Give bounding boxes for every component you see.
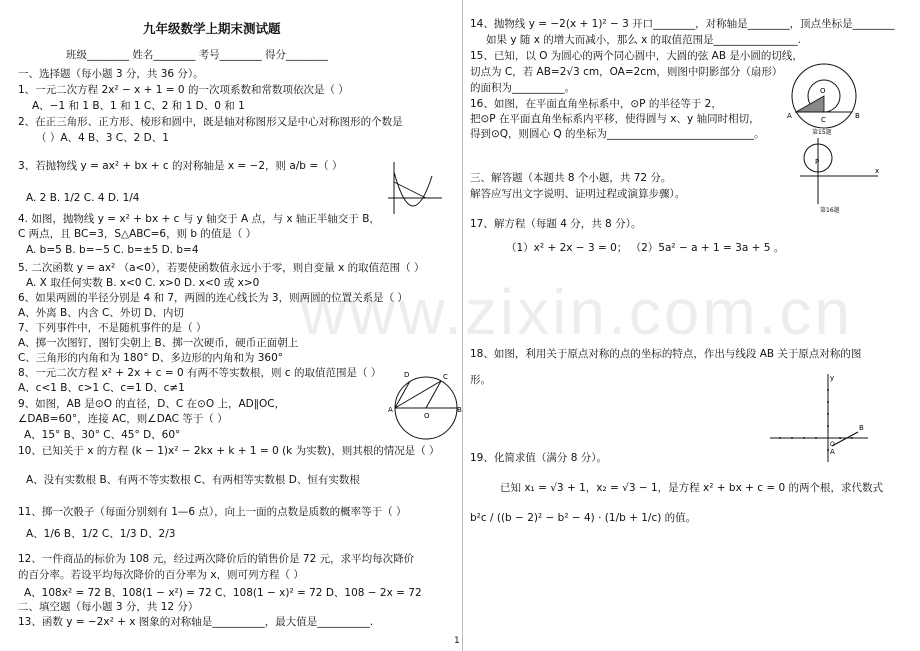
q7-options-ab: A、掷一次图钉，图钉尖朝上 B、掷一次硬币，硬币正面朝上 [18, 337, 299, 349]
q16-label-x: x [875, 167, 880, 175]
section-3-heading-line2: 解答应写出文字说明、证明过程或演算步骤）。 [470, 188, 686, 200]
q10-options: A、没有实数根 B、有两不等实数根 C、有两相等实数根 D、恒有实数根 [26, 474, 360, 486]
q16-text-line2: 把⊙P 在平面直角坐标系内平移，使得圆与 x、y 轴同时相切， [470, 113, 760, 125]
q10-text: 10、已知关于 x 的方程 (k − 1)x² − 2kx + k + 1 = 0 (k 为实数)，则其根的情况是（ ） [18, 445, 440, 457]
q12-options: A、108x² = 72 B、108(1 − x²) = 72 C、108(1 − x)² = 72 D、108 − 2x = 72 [24, 587, 422, 599]
q18-grid-figure [770, 372, 870, 464]
q9-label-o: O [424, 412, 430, 420]
q19-text: 19、化简求值（满分 8 分）。 [470, 452, 607, 464]
q7-text: 7、下列事件中，不是随机事件的是（ ） [18, 322, 207, 334]
q4-options: A. b=5 B. b=−5 C. b=±5 D. b=4 [26, 244, 199, 256]
q19-expression: b²c / ((b − 2)² − b² − 4) · (1/b + 1/c) 的值。 [470, 512, 697, 524]
q8-text: 8、一元二次方程 x² + 2x + c = 0 有两不等实数根，则 c 的取值范围是（ ） [18, 367, 382, 379]
q9-text-line1: 9、如图，AB 是⊙O 的直径，D、C 在⊙O 上，AD∥OC， [18, 398, 286, 410]
q18-label-a: A [830, 448, 835, 456]
q15-label-c: C [821, 116, 826, 124]
q9-text-line2: ∠DAB=60°，连接 AC，则∠DAC 等于（ ） [18, 413, 228, 425]
q16-text-line1: 16、如图，在平面直角坐标系中，⊙P 的半径等于 2， [470, 98, 722, 110]
q2-text: 2、在正三角形、正方形、棱形和圆中，既是轴对称图形又是中心对称图形的个数是 [18, 116, 403, 128]
q15-text-line2: 切点为 C，若 AB=2√3 cm，OA=2cm，则图中阴影部分（扇形） [470, 66, 783, 78]
q15-label-o: O [820, 87, 826, 95]
q4-text-line1: 4. 如图，抛物线 y = x² + bx + c 与 y 轴交于 A 点，与 x 轴正半轴交于 B， [18, 213, 380, 225]
q18-label-o: O [830, 441, 835, 448]
student-info-line: 班级________ 姓名________ 考号________ 得分________ [66, 49, 329, 61]
q17-text: 17、解方程（每题 4 分，共 8 分）。 [470, 218, 642, 230]
q6-text: 6、如果两圆的半径分别是 4 和 7，两圆的连心线长为 3，则两圆的位置关系是（ ） [18, 292, 408, 304]
q15-label-a: A [787, 112, 792, 120]
q9-options: A、15° B、30° C、45° D、60° [24, 429, 181, 441]
q12-text-line1: 12、一件商品的标价为 108 元，经过两次降价后的销售价是 72 元，求平均每次降价 [18, 553, 415, 565]
q9-circle-figure [388, 368, 462, 444]
q18-label-b: B [859, 424, 864, 432]
q9-label-a: A [388, 406, 393, 414]
section-1-heading: 一、选择题（每小题 3 分，共 36 分）。 [18, 68, 204, 80]
q4-parabola-figure [386, 158, 444, 216]
q15-label-b: B [855, 112, 860, 120]
page-number: 1 [454, 636, 460, 646]
q18-text-line1: 18、如图，利用关于原点对称的点的坐标的特点，作出与线段 AB 关于原点对称的图 [470, 348, 862, 360]
q13-text: 13、函数 y = −2x² + x 图象的对称轴是__________，最大值是__________. [18, 616, 374, 628]
q18-text-line2: 形。 [470, 374, 491, 386]
section-2-heading: 二、填空题（每小题 3 分，共 12 分） [18, 601, 199, 613]
q16-label-p: P [815, 158, 820, 166]
q19-given: 已知 x₁ = √3 + 1，x₂ = √3 − 1，是方程 x² + bx + c = 0 的两个根，求代数式 [500, 482, 884, 494]
q18-label-y: y [830, 374, 835, 382]
q7-options-cd: C、三角形的内角和为 180° D、多边形的内角和为 360° [18, 352, 284, 364]
q14-text-line2: 如果 y 随 x 的增大而减小，那么 x 的取值范围是________________. [486, 34, 802, 46]
q2-options: （ ）A、4 B、3 C、2 D、1 [36, 132, 169, 144]
q14-text-line1: 14、抛物线 y = −2(x + 1)² − 3 开口________，对称轴是________，顶点坐标是________ [470, 18, 895, 30]
q4-text-line2: C 两点，且 BC=3，S△ABC=6，则 b 的值是（ ） [18, 228, 257, 240]
q15-caption: 第15题 [812, 129, 832, 136]
q1-text: 1、一元二次方程 2x² − x + 1 = 0 的一次项系数和常数项依次是（ ） [18, 84, 349, 96]
q17-equations: （1）x² + 2x − 3 = 0； （2）5a² − a + 1 = 3a + 5 。 [506, 242, 785, 254]
q5-options: A. X 取任何实数 B. x<0 C. x>0 D. x<0 或 x>0 [26, 277, 260, 289]
q15-concentric-circles-figure [784, 62, 864, 138]
q3-options: A. 2 B. 1/2 C. 4 D. 1/4 [26, 192, 140, 204]
watermark-text: www.zixin.com.cn [300, 276, 853, 348]
q9-label-b: B [457, 406, 462, 414]
section-3-heading-line1: 三、解答题（本题共 8 个小题，共 72 分。 [470, 172, 672, 184]
q3-text: 3、若抛物线 y = ax² + bx + c 的对称轴是 x = −2，则 a/b =（ ） [18, 160, 343, 172]
q15-text-line3: 的面积为__________。 [470, 82, 575, 94]
q16-coordinate-figure [796, 136, 882, 216]
q9-label-c: C [443, 373, 448, 381]
q12-text-line2: 的百分率。若设平均每次降价的百分率为 x，则可列方程（ ） [18, 569, 304, 581]
q15-text-line1: 15、已知，以 O 为圆心的两个同心圆中，大圆的弦 AB 是小圆的切线， [470, 50, 803, 62]
q1-options: A、−1 和 1 B、1 和 1 C、2 和 1 D、0 和 1 [32, 100, 245, 112]
q6-options: A、外离 B、内含 C、外切 D、内切 [18, 307, 184, 319]
q8-options: A、c<1 B、c>1 C、c=1 D、c≠1 [18, 382, 185, 394]
q11-options: A、1/6 B、1/2 C、1/3 D、2/3 [26, 528, 176, 540]
q16-caption: 第16题 [820, 207, 840, 214]
q16-text-line3: 得到⊙Q，则圆心 Q 的坐标为____________________________。 [470, 128, 765, 140]
exam-title: 九年级数学上期末测试题 [143, 21, 281, 36]
q9-label-d: D [404, 371, 410, 379]
q11-text: 11、掷一次骰子（每面分别刻有 1—6 点），向上一面的点数是质数的概率等于（ ） [18, 506, 407, 518]
q5-text: 5. 二次函数 y = ax² （a<0），若要使函数值永远小于零，则自变量 x 的取值范围（ ） [18, 262, 425, 274]
